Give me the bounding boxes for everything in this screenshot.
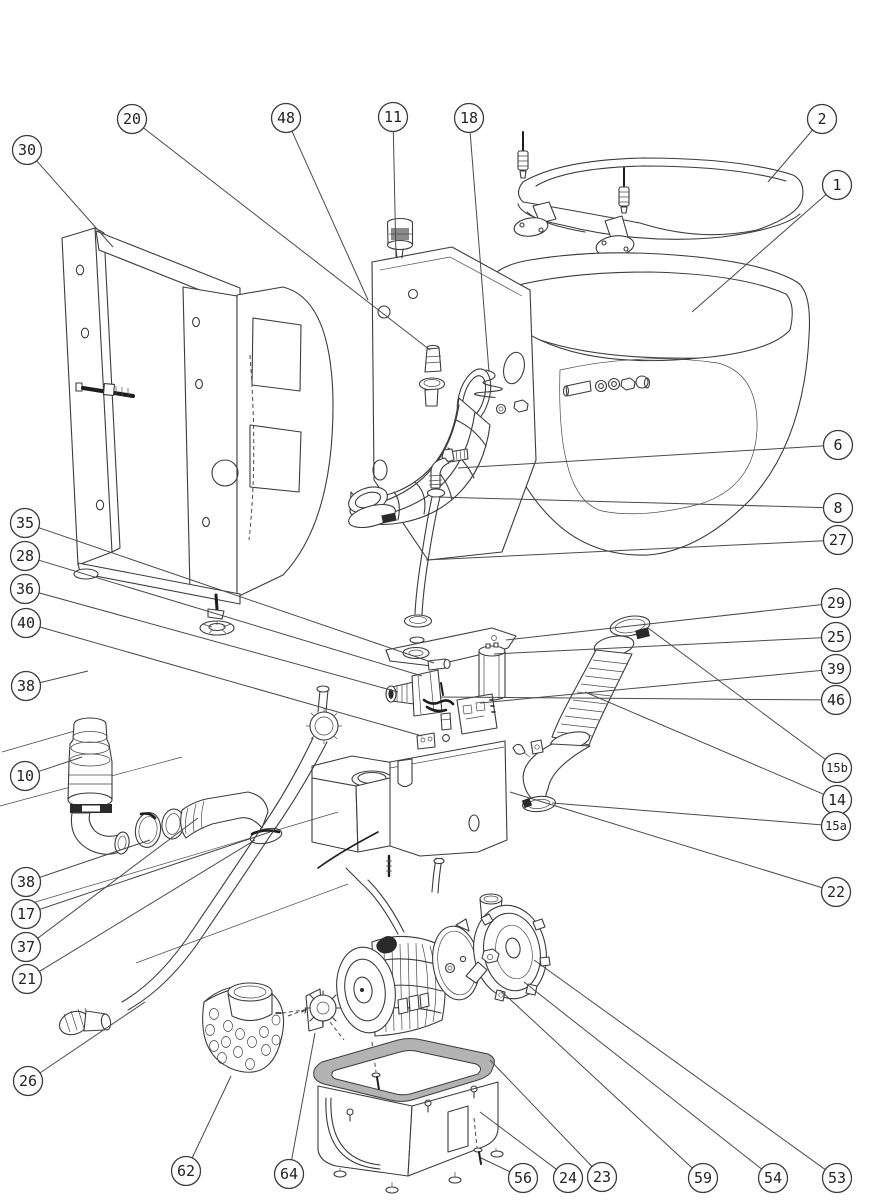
callout-label-56: 56 bbox=[513, 1169, 533, 1187]
callout-label-10: 10 bbox=[15, 767, 35, 785]
callout-label-40: 40 bbox=[16, 614, 36, 632]
callout-label-1: 1 bbox=[832, 176, 842, 194]
callout-label-24: 24 bbox=[558, 1169, 578, 1187]
callout-label-38: 38 bbox=[16, 677, 36, 695]
discharge-elbow-21 bbox=[160, 792, 283, 846]
leader-line-56 bbox=[481, 1158, 510, 1172]
leader-line-25 bbox=[494, 638, 822, 654]
callout-22 bbox=[510, 792, 851, 907]
mounting-frame bbox=[62, 228, 333, 635]
callout-label-28: 28 bbox=[15, 547, 35, 565]
callout-label-38: 38 bbox=[16, 873, 36, 891]
callout-14 bbox=[585, 692, 852, 815]
callout-label-37: 37 bbox=[16, 938, 36, 956]
callout-label-48: 48 bbox=[276, 109, 296, 127]
callout-39 bbox=[480, 655, 851, 704]
callout-label-8: 8 bbox=[833, 499, 843, 517]
callout-label-2: 2 bbox=[817, 110, 827, 128]
elbow-outlet-clamp-17 bbox=[249, 826, 283, 846]
leader-line-29 bbox=[506, 605, 822, 640]
callout-label-46: 46 bbox=[826, 691, 846, 709]
callout-38 bbox=[12, 671, 89, 701]
leader-line-59 bbox=[500, 990, 692, 1168]
hose-clamp-38 bbox=[133, 811, 163, 849]
leader-line-62 bbox=[192, 1076, 231, 1158]
circuit-board bbox=[457, 694, 497, 734]
callout-2 bbox=[768, 105, 837, 183]
callout-label-35: 35 bbox=[15, 514, 35, 532]
discharge-hose-assembly bbox=[513, 613, 651, 813]
callout-label-54: 54 bbox=[763, 1169, 783, 1187]
leader-line-64 bbox=[292, 1033, 315, 1160]
callout-label-64: 64 bbox=[279, 1165, 299, 1183]
callout-label-62: 62 bbox=[176, 1162, 196, 1180]
callout-label-29: 29 bbox=[826, 594, 846, 612]
callout-38 bbox=[12, 840, 151, 897]
callout-label-17: 17 bbox=[16, 905, 36, 923]
capacitor bbox=[479, 643, 505, 700]
drive-coupling bbox=[276, 989, 344, 1040]
callout-label-20: 20 bbox=[122, 110, 142, 128]
vent-fitting bbox=[388, 219, 413, 259]
leader-line-14 bbox=[585, 692, 824, 794]
callout-15a bbox=[552, 803, 851, 841]
callout-29 bbox=[506, 589, 851, 641]
callout-label-39: 39 bbox=[826, 660, 846, 678]
callout-label-53: 53 bbox=[827, 1169, 847, 1187]
callout-25 bbox=[494, 623, 851, 655]
seat-lid-assembly bbox=[513, 132, 803, 259]
callout-56 bbox=[481, 1158, 538, 1193]
leader-line-15a bbox=[552, 803, 822, 825]
callout-label-18: 18 bbox=[459, 109, 479, 127]
seat-screw-1 bbox=[518, 132, 528, 178]
callout-label-15b: 15b bbox=[826, 761, 848, 775]
callout-30 bbox=[13, 136, 114, 248]
callout-label-14: 14 bbox=[827, 791, 847, 809]
callout-label-23: 23 bbox=[592, 1168, 612, 1186]
callout-54 bbox=[524, 982, 788, 1193]
callout-label-27: 27 bbox=[828, 531, 848, 549]
leader-line-15b bbox=[648, 628, 825, 759]
callout-label-22: 22 bbox=[826, 883, 846, 901]
leader-line-22 bbox=[510, 792, 822, 888]
callout-17 bbox=[12, 832, 271, 929]
callout-label-6: 6 bbox=[833, 436, 843, 454]
leader-line-23 bbox=[490, 1060, 592, 1167]
small-fittings bbox=[417, 713, 451, 749]
callout-label-59: 59 bbox=[693, 1169, 713, 1187]
callout-64 bbox=[275, 1033, 316, 1189]
solenoid-valve bbox=[386, 659, 453, 716]
strainer-basket bbox=[203, 983, 306, 1072]
callout-label-15a: 15a bbox=[825, 819, 847, 833]
macerator-housing bbox=[466, 894, 554, 1005]
callout-21 bbox=[13, 840, 256, 994]
pump-base-tank bbox=[312, 741, 507, 893]
callout-label-36: 36 bbox=[15, 580, 35, 598]
leader-line-53 bbox=[534, 960, 825, 1170]
callout-label-26: 26 bbox=[18, 1072, 38, 1090]
callout-label-11: 11 bbox=[383, 108, 403, 126]
leader-line-48 bbox=[292, 131, 368, 300]
callout-label-30: 30 bbox=[17, 141, 37, 159]
inlet-connector-10 bbox=[68, 718, 130, 855]
callout-59 bbox=[500, 990, 718, 1193]
callout-62 bbox=[172, 1076, 232, 1186]
leader-line-38 bbox=[40, 671, 88, 683]
callout-label-25: 25 bbox=[826, 628, 846, 646]
strainer-port bbox=[228, 983, 272, 1021]
callout-15b bbox=[648, 628, 852, 783]
callout-53 bbox=[534, 960, 852, 1193]
callout-label-21: 21 bbox=[17, 970, 37, 988]
callout-48 bbox=[272, 104, 369, 301]
hose-end-fitting bbox=[56, 1007, 112, 1039]
leader-line-54 bbox=[524, 982, 762, 1169]
